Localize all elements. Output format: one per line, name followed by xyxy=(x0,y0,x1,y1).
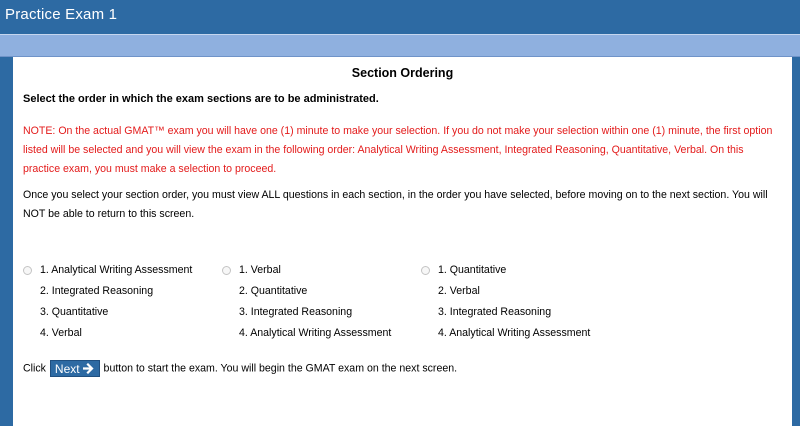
option-line: 2. Quantitative xyxy=(239,285,308,297)
main-content xyxy=(13,57,792,426)
info-text: Once you select your section order, you must view ALL questions in each section, in the order you have selected, before moving on to the next section. You will NOT be able to return to this screen. xyxy=(23,189,768,220)
order-option-2[interactable] xyxy=(222,263,422,347)
footer-suffix: button to start the exam. You will begin the GMAT exam on the next screen. xyxy=(103,362,458,375)
order-option-3[interactable] xyxy=(421,263,621,347)
footer-instructions xyxy=(23,360,457,377)
toolbar-strip xyxy=(0,34,800,57)
option-line: 3. Quantitative xyxy=(40,306,109,318)
option-line: 1. Quantitative xyxy=(438,264,507,276)
next-button-label: Next xyxy=(54,362,80,376)
option-line: 4. Verbal xyxy=(40,327,82,339)
page-title: Section Ordering xyxy=(351,66,454,80)
note-text: NOTE: On the actual GMAT™ exam you will have one (1) minute to make your selection. If you do not make your selection within one (1) minute, the first option listed will be selected and you will view the exam in the following order: Analytical Writing Assessment, Integrated Reasoning, Quantitative, Verbal. On this practice exam, you must make a selection to proceed. xyxy=(23,125,773,175)
radio-button[interactable] xyxy=(23,266,32,275)
next-button[interactable] xyxy=(50,360,100,377)
option-line: 1. Verbal xyxy=(239,264,281,276)
option-line: 1. Analytical Writing Assessment xyxy=(40,264,193,276)
footer-prefix: Click xyxy=(23,362,46,375)
radio-button[interactable] xyxy=(421,266,430,275)
option-line: 4. Analytical Writing Assessment xyxy=(438,327,591,339)
option-line: 2. Integrated Reasoning xyxy=(40,285,154,297)
window-title: Practice Exam 1 xyxy=(0,0,800,34)
arrow-right-icon xyxy=(83,363,95,374)
option-line: 3. Integrated Reasoning xyxy=(239,306,353,318)
option-line: 3. Integrated Reasoning xyxy=(438,306,552,318)
radio-button[interactable] xyxy=(222,266,231,275)
order-option-1[interactable] xyxy=(23,263,223,347)
option-line: 2. Verbal xyxy=(438,285,480,297)
option-line: 4. Analytical Writing Assessment xyxy=(239,327,392,339)
instruction-text: Select the order in which the exam sections are to be administrated. xyxy=(23,93,379,105)
